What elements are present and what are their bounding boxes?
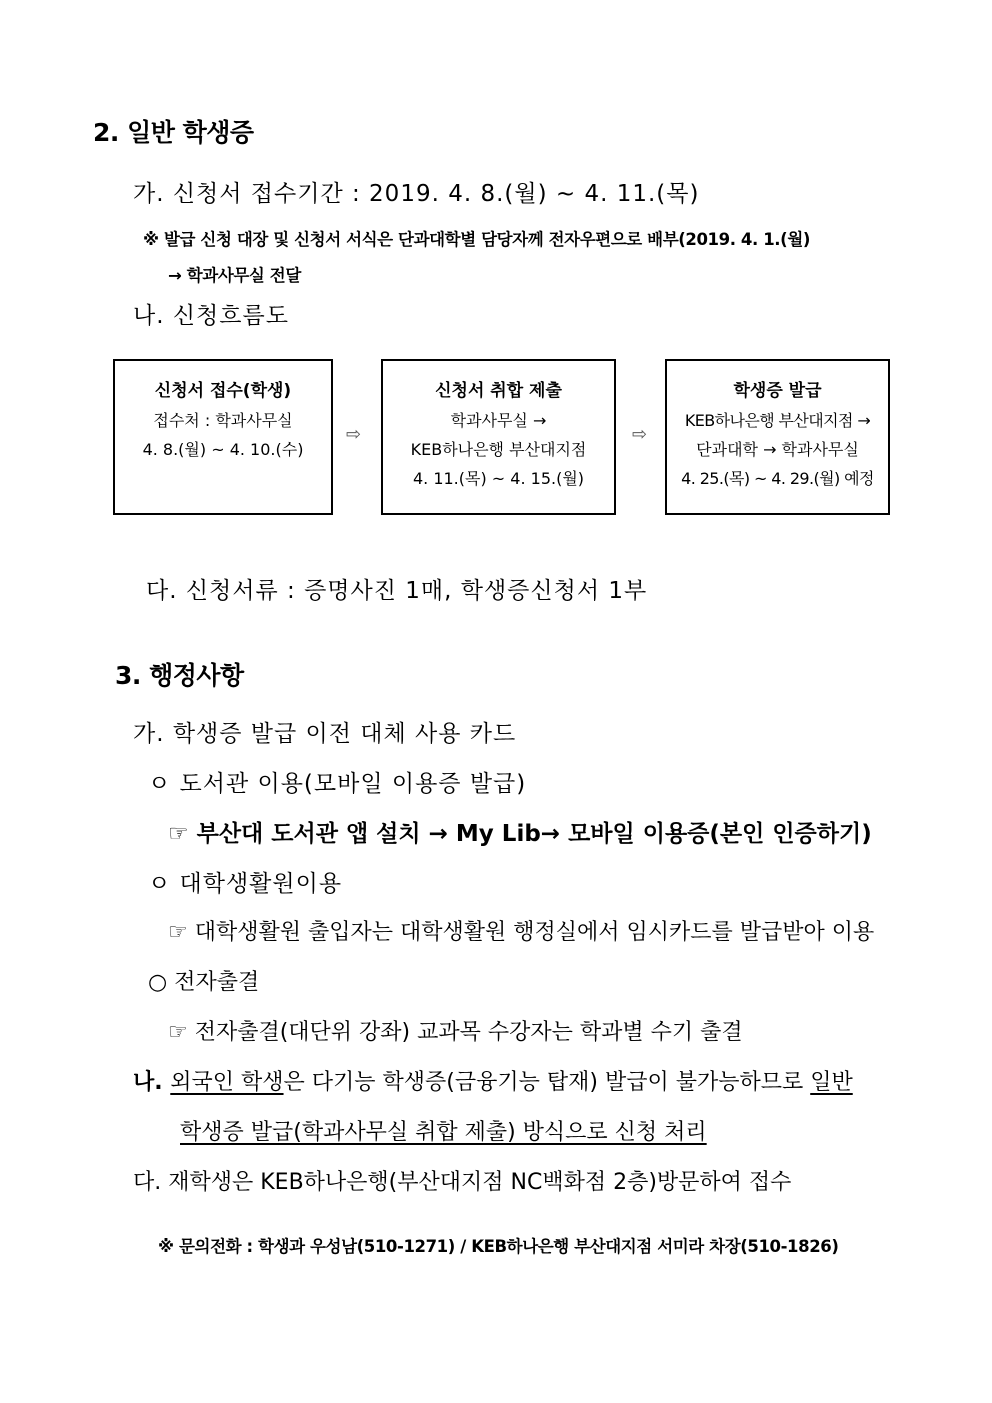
item-prefix: 나. — [133, 1070, 171, 1095]
flow-arrow-icon: ⇨ — [632, 424, 648, 445]
foreign-student-method: 학생증 발급(학과사무실 취합 제출) 방식으로 신청 처리 — [180, 1120, 707, 1145]
foreign-student-notice — [133, 1065, 853, 1096]
alternative-card-heading: 가. 학생증 발급 이전 대체 사용 카드 — [133, 721, 517, 747]
attendance-instruction: ☞ 전자출결(대단위 강좌) 교과목 수강자는 학과별 수기 출결 — [168, 1020, 743, 1045]
flow-arrow-icon: ⇨ — [346, 424, 362, 445]
flow-step-submission — [113, 359, 333, 515]
flow-step-line: 4. 11.(목) ~ 4. 15.(월) — [412, 469, 585, 488]
current-student-notice: 다. 재학생은 KEB하나은행(부산대지점 NC백화점 2층)방문하여 접수 — [133, 1170, 792, 1195]
flow-step-line: 4. 25.(목) ~ 4. 29.(월) 예정 — [681, 469, 874, 488]
section-2-heading: 2. 일반 학생증 — [93, 118, 254, 147]
foreign-student-label: 외국인 학생 — [170, 1070, 284, 1095]
distribution-note-line2: → 학과사무실 전달 — [168, 266, 301, 285]
flow-step-title: 신청서 접수(학생) — [154, 381, 292, 401]
flow-step-collection — [381, 359, 616, 515]
dormitory-bullet: ㅇ 대학생활원이용 — [148, 871, 343, 897]
section-3-heading: 3. 행정사항 — [115, 661, 244, 690]
distribution-note-line1: ※ 발급 신청 대장 및 신청서 서식은 단과대학별 담당자께 전자우편으로 배부(2019. 4. 1.(월) — [143, 230, 810, 249]
contact-info: ※ 문의전화 : 학생과 우성남(510-1271) / KEB하나은행 부산대지점 서미라 차장(510-1826) — [158, 1237, 839, 1256]
library-instruction: ☞ 부산대 도서관 앱 설치 → My Lib→ 모바일 이용증(본인 인증하기) — [168, 821, 872, 847]
flow-step-line: KEB하나은행 부산대지점 → — [684, 411, 871, 430]
application-period: 가. 신청서 접수기간 : 2019. 4. 8.(월) ~ 4. 11.(목) — [133, 181, 700, 207]
flow-step-line: 4. 8.(월) ~ 4. 10.(수) — [142, 440, 304, 459]
dormitory-instruction: ☞ 대학생활원 출입자는 대학생활원 행정실에서 임시카드를 발급받아 이용 — [168, 920, 875, 945]
flow-step-title: 학생증 발급 — [733, 381, 822, 401]
flowchart-heading: 나. 신청흐름도 — [133, 303, 289, 329]
attendance-bullet: ○ 전자출결 — [148, 970, 260, 995]
flow-step-line: 접수처 : 학과사무실 — [153, 411, 293, 430]
flow-step-title: 신청서 취합 제출 — [435, 381, 562, 401]
library-bullet: ㅇ 도서관 이용(모바일 이용증 발급) — [148, 771, 527, 797]
flow-step-issuance — [665, 359, 890, 515]
required-documents: 다. 신청서류 : 증명사진 1매, 학생증신청서 1부 — [146, 578, 648, 604]
flow-step-line: 단과대학 → 학과사무실 — [696, 440, 859, 459]
general-label: 일반 — [810, 1070, 853, 1095]
foreign-student-text: 은 다기능 학생증(금융기능 탑재) 발급이 불가능하므로 — [283, 1070, 811, 1095]
flow-step-line: KEB하나은행 부산대지점 — [410, 440, 587, 459]
flow-step-line: 학과사무실 → — [450, 411, 547, 430]
